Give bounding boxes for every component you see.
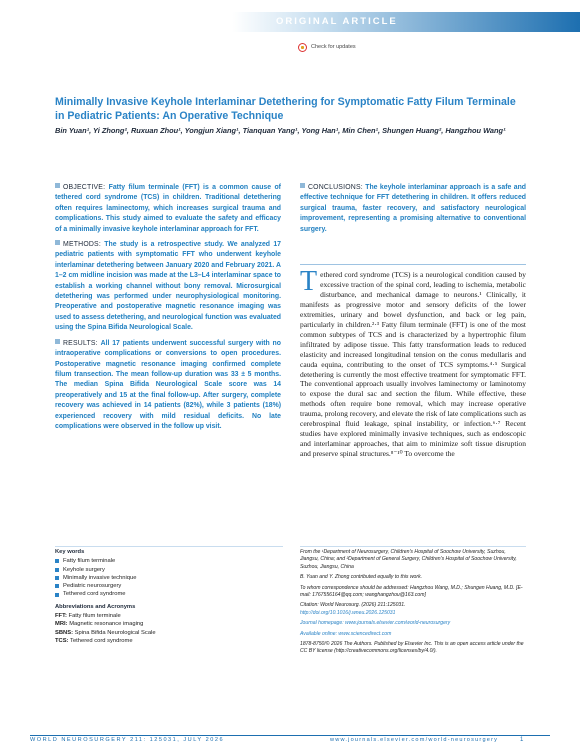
- keywords-divider: [55, 546, 283, 547]
- list-item: Fatty filum terminale: [55, 557, 283, 565]
- journal-homepage-link[interactable]: Journal homepage: www.journals.elsevier.com/world-neurosurgery: [300, 620, 451, 627]
- methods-text: The study is a retrospective study. We analyzed 17 pediatric patients with symptomatic FFT who underwent keyhole interlaminar detethering between January 2020 and February 2021. A 1–2 cm midline incision was made at the L3–L4 interlaminar space to establish a working channel without bony removal. Microsurgical detethering was performed under neurophysiological monitoring. Preoperative and postoperative magnetic resonance imaging was used to assess detethering, and neurological function was evaluated using the Spina Bifida Neurological Scale.: [55, 241, 281, 332]
- copyright-note: 1878-8750/© 2026 The Authors. Published by Elsevier Inc. This is an open access article under the CC BY license (http://creativecommons.org/licenses/by/4.0/).: [300, 641, 524, 655]
- abstract-methods: [55, 240, 281, 334]
- keywords-title: Key words: [55, 549, 85, 555]
- drop-cap: T: [300, 266, 318, 297]
- article-title: Minimally Invasive Keyhole Interlaminar Detethering for Symptomatic Fatty Filum Terminale in Pediatric Patients: An Operative Technique: [55, 96, 516, 122]
- section-bullet-icon: [55, 183, 60, 188]
- results-text: All 17 patients underwent successful surgery with no intraoperative complications or conversions to open procedures. Postoperative magnetic resonance imaging confirmed complete filum transection. The mean follow-up duration was 33 ± 5 months. The median Spina Bifida Neurological Scale score was 14 preoperatively and 15 at the final follow-up. After surgery, complete recovery was achieved in 14 patients (82%), while 3 patients (18%) experienced recovery with mild residual deficits. No late complications were observed in the follow up visit.: [55, 339, 281, 430]
- keywords-list: [55, 557, 283, 598]
- citation-note: Citation: World Neurosurg. (2026) 211:125031. http://doi.org/10.1016/j.wneu.2026.125031: [300, 602, 406, 616]
- introduction-body: [300, 266, 526, 459]
- keywords-box: [55, 548, 283, 645]
- author-list: Bin Yuan¹, Yi Zhong², Ruxuan Zhou¹, Yongjun Xiang¹, Tianquan Yang¹, Yong Han¹, Min Chen¹, Shungen Huang², Hangzhou Wang¹: [55, 126, 506, 135]
- equal-contribution-note: B. Yuan and Y. Zhong contributed equally to this work.: [300, 574, 423, 581]
- objective-text: Fatty filum terminale (FFT) is a common cause of tethered cord syndrome (TCS) in children. Traditional detethering often requires laminectomy, which increases surgical trauma and complications. This study aimed to evaluate the safety and efficacy of a minimally invasive keyhole interlaminar approach for FFT.: [55, 184, 281, 233]
- footer-journal-url[interactable]: www.journals.elsevier.com/world-neurosurgery: [330, 737, 499, 743]
- list-item: Tethered cord syndrome: [55, 590, 283, 598]
- section-bullet-icon: [300, 183, 305, 188]
- bullet-icon: [55, 568, 59, 572]
- abstract-conclusions: [300, 183, 526, 235]
- introduction-paragraph: ethered cord syndrome (TCS) is a neurological condition caused by excessive traction of the spinal cord, leading to ischemia, metabolic disturbance, and mechanical damage to neurons.¹ Clinically, it manifests as progressive motor and sensory deficits of the lower extremities, urinary and bowel dysfunction, and back or leg pain, particularly in children.²·³ Fatty filum terminale (FFT) is one of the most common subtypes of TCS and is characterized by a hypertrophic filum infiltrated by adipose tissue. This fatty transformation leads to reduced elasticity and increased longitudinal tension on the conus medullaris and cauda equina, contributing to the onset of TCS symptoms.⁴·⁵ Surgical detethering is currently the most effective treatment for symptomatic FFT. The conventional approach usually involves laminectomy or laminotomy to expose the dural sac and section the filum. While effective, these methods often require bone removal, which may increase operative trauma, prolong recovery, and elevate the risk of late complications such as cerebrospinal fluid leakage, spinal instability, or infection.⁶·⁷ Recent studies have explored minimally invasive techniques, such as endoscopic and interlaminar approaches, that aim to minimize soft tissue disruption and preserve spinal structures.⁸⁻¹⁰ To overcome the: [300, 270, 526, 459]
- section-label: ORIGINAL ARTICLE: [276, 16, 398, 27]
- list-item: Minimally invasive technique: [55, 574, 283, 582]
- abstract-right-column: [300, 183, 526, 240]
- abstract-objective: [55, 183, 281, 235]
- footnotes-divider: [300, 546, 526, 547]
- check-updates-label: Check for updates: [311, 44, 356, 50]
- page-number: 1: [520, 737, 524, 743]
- footer-journal-info: WORLD NEUROSURGERY 211: 125031, JULY 2026: [30, 737, 225, 743]
- conclusions-label: CONCLUSIONS:: [308, 184, 363, 191]
- abbreviation-row: MRI: Magnetic resonance imaging: [55, 621, 144, 628]
- correspondence-note: To whom correspondence should be addressed: Hangzhou Wang, M.D.; Shungen Huang, M.D. [E-mail: 1767556164@qq.com; wanghangzhou@163.com]: [300, 584, 523, 599]
- bullet-icon: [55, 593, 59, 597]
- doi-link[interactable]: http://doi.org/10.1016/j.wneu.2026.125031: [300, 609, 396, 616]
- abstract-left-column: [55, 183, 281, 437]
- section-bullet-icon: [55, 339, 60, 344]
- bullet-icon: [55, 559, 59, 563]
- bullet-icon: [55, 584, 59, 588]
- bullet-icon: [55, 576, 59, 580]
- list-item: Pediatric neurosurgery: [55, 582, 283, 590]
- abbreviation-row: TCS: Tethered cord syndrome: [55, 637, 133, 644]
- footnotes: [300, 549, 526, 659]
- affiliation-note: From the ¹Department of Neurosurgery, Children's Hospital of Soochow University, Suzhou, Jiangsu, China; and ²Department of General Surgery, Children's Hospital of Soochow University, Suzhou, Jiangsu, China: [300, 549, 517, 570]
- section-bullet-icon: [55, 240, 60, 245]
- abstract-results: [55, 339, 281, 433]
- abstract-divider: [300, 264, 526, 265]
- abbreviation-row: FFT: Fatty filum terminale: [55, 613, 121, 620]
- objective-label: OBJECTIVE:: [63, 184, 106, 191]
- available-online-link[interactable]: Available online: www.sciencedirect.com: [300, 630, 392, 637]
- footer-rule: [30, 735, 550, 736]
- check-updates-icon: [298, 43, 307, 52]
- abbreviations-title: Abbreviations and Acronyms: [55, 603, 136, 610]
- abbreviation-row: SBNS: Spina Bifida Neurological Scale: [55, 629, 156, 636]
- list-item: Keyhole surgery: [55, 566, 283, 574]
- conclusions-text: The keyhole interlaminar approach is a safe and effective technique for FFT detethering in children. It offers reduced surgical trauma, faster recovery, and satisfactory neurological improvement, representing a promising alternative to conventional surgery.: [300, 184, 526, 233]
- check-for-updates-button[interactable]: [298, 40, 356, 54]
- methods-label: METHODS:: [63, 241, 101, 249]
- results-label: RESULTS:: [63, 339, 98, 347]
